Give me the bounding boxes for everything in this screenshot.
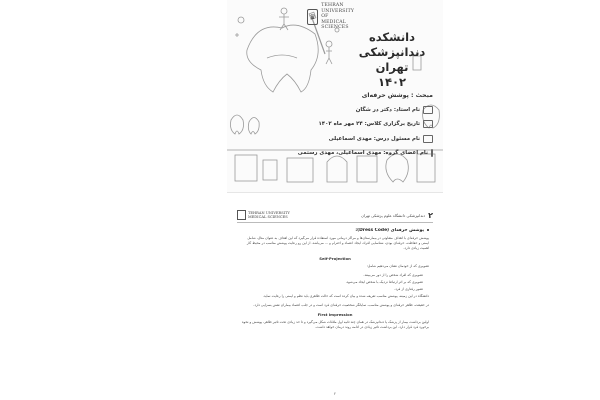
cover-info-block	[297, 92, 433, 164]
logo-line-1: TEHRAN UNIVERSITY	[321, 3, 355, 14]
date-line	[303, 120, 433, 128]
self-projection-heading: Self-Projection	[319, 255, 351, 261]
header-crest-icon	[237, 210, 246, 220]
crest-icon: ♛	[307, 9, 318, 25]
self-lead: تصویری که از خودمان نشان می‌دهیم شامل:	[366, 263, 429, 268]
teacher-icon	[423, 106, 433, 114]
calendar-icon	[423, 120, 433, 128]
university-logo	[307, 3, 365, 31]
cover-title	[357, 30, 427, 90]
first-impression-heading: First Impression	[317, 312, 353, 318]
cover-title-line-3: ۱۴۰۲	[377, 75, 407, 89]
members-line	[297, 149, 433, 157]
page-number: ۲	[333, 391, 337, 396]
logo-line-2: OF	[321, 14, 329, 20]
responsible-text: نام مسئول درس: مهدی اسماعیلی	[328, 135, 420, 142]
group-icon	[431, 149, 433, 157]
page-header	[237, 208, 433, 223]
header-logo-line-1: TEHRAN UNIVERSITY	[248, 211, 290, 215]
list-item: تصویری که بر اثر ارتباط نزدیک با شخص ایجاد می‌شود.	[345, 279, 423, 284]
cover-title-line-2: تهران	[375, 60, 409, 74]
header-title: دندانپزشکی دانشگاه علوم پزشکی تهران	[361, 212, 426, 218]
list-item: تصویری که افراد شخص را از دور می‌بینند.	[363, 272, 423, 277]
responsible-line	[303, 135, 433, 143]
members-text: نام اعضای گروه: مهدی اسماعیلی، مهدی رستمی	[297, 150, 428, 157]
cover-title-line-1: دانشکده دندانپزشکی	[358, 30, 426, 59]
paragraph-4: اولین برداشت بیمار از پزشک یا دندانپزشک در همان چند ثانیه اول ملاقات شکل می‌گیرد و تا حد زیادی تحت تاثیر ظاهر، پوشش و نحوه برخورد فرد قرار دارد. این برداشت تاثیر زیادی در ادامه روند درمان خواهد داشت.	[241, 320, 429, 330]
logo-line-3: MEDICAL SCIENCES	[321, 19, 349, 31]
document-viewer	[227, 0, 443, 400]
cover-page	[227, 0, 443, 193]
header-logo	[237, 210, 290, 220]
header-title-group	[361, 211, 433, 220]
date-text: تاریخ برگزاری کلاس: ۲۴ مهر ماه ۱۴۰۲	[318, 121, 420, 128]
header-page-number: ۲	[428, 210, 433, 220]
list-item: تصور رفتاری از فرد.	[394, 286, 423, 291]
section-title: پوشش حرفه‌ای (Dress Code):	[241, 228, 429, 233]
header-logo-line-2: MEDICAL SCIENCES	[248, 215, 288, 219]
person-icon	[423, 135, 433, 143]
topic-line	[303, 92, 433, 99]
teacher-line	[303, 106, 433, 114]
topic-text: مبحث : پوشش حرفه‌ای	[361, 92, 433, 99]
paragraph-2: دانشگاه در این زمینه، پوشش مناسب تعریف شده و بیان کرده است که حالت ظاهری باید نظم و ایمنی را رعایت نماید.	[262, 293, 429, 298]
bullet-icon	[427, 229, 429, 231]
page-body	[241, 228, 429, 394]
teacher-text: نام استاد: دکتر در شگان	[355, 107, 420, 113]
page-2	[227, 196, 443, 400]
intro-paragraph: پوشش حرفه‌ای با اهداف متفاوتی در بیمارستان‌ها و مراکز درمانی مورد استفاده قرار می‌گیرد که این اهداف به عنوان مثال، شامل ایمنی و حفاظت، حرفه‌ای بودن، شناسایی افراد، ایجاد اعتماد و احترام و ... می‌باشد. از این رو رعایت پوشش مناسب در محیط کار اهمیت زیادی دارد.	[246, 236, 429, 251]
paragraph-3: در حقیقت، ظاهر حرفه‌ای و پوشش مناسب، نمایانگر شخصیت حرفه‌ای فرد است و در جلب اعتماد بیماران نقش بسزایی دارد.	[253, 303, 429, 308]
